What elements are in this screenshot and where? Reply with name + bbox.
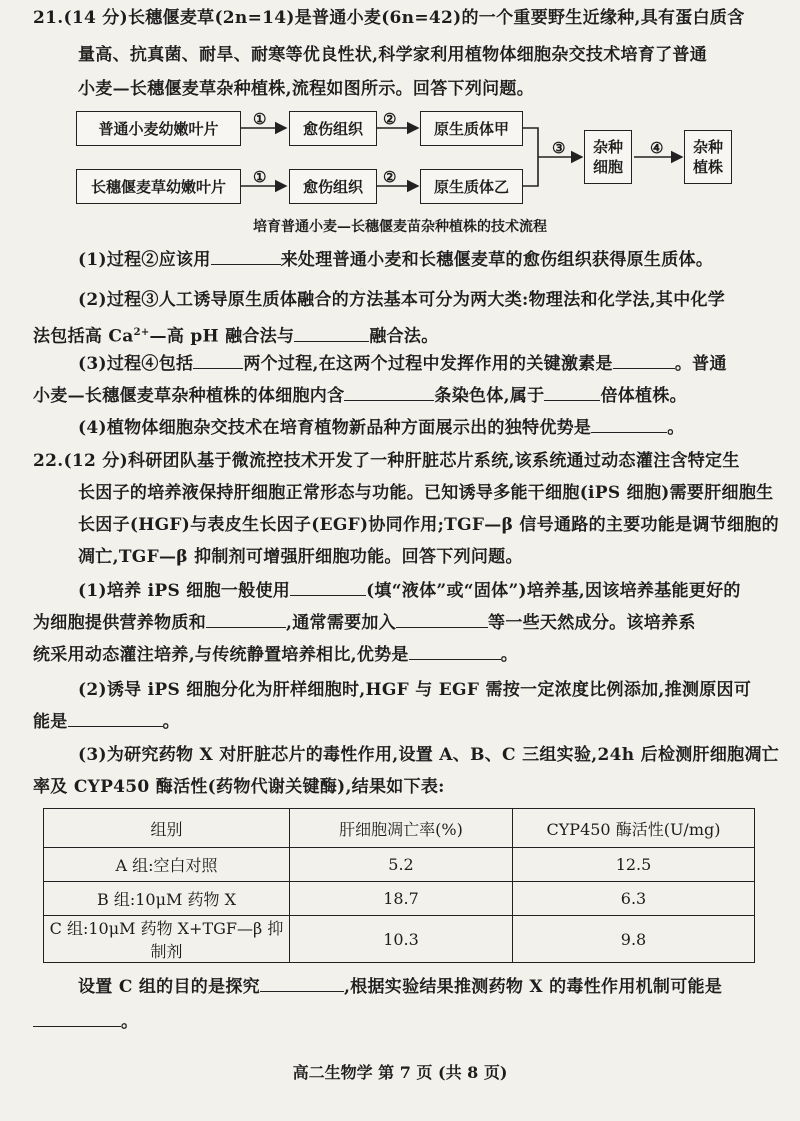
table-header-row xyxy=(44,809,755,848)
box-wheat-leaf: 普通小麦幼嫩叶片 xyxy=(76,111,241,146)
q21-line2: 量高、抗真菌、耐旱、耐寒等优良性状,科学家利用植物体细胞杂交技术培育了普通 xyxy=(78,45,708,65)
box-protoplast-b: 原生质体乙 xyxy=(420,169,523,204)
table-row xyxy=(44,848,755,882)
answer-blank[interactable] xyxy=(290,577,366,596)
step-2-top: ② xyxy=(383,110,397,128)
q22-line2: 长因子的培养液保持肝细胞正常形态与功能。已知诱导多能干细胞(iPS 细胞)需要肝细胞生 xyxy=(78,483,774,503)
q22-sub1-line1: (1)培养 iPS 细胞一般使用 (填“液体”或“固体”)培养基,因该培养基能更好的 xyxy=(78,577,741,606)
table-cell: 10.3 xyxy=(290,916,513,963)
table-header: CYP450 酶活性(U/mg) xyxy=(513,809,755,848)
q21-sub1: (1)过程②应该用 来处理普通小麦和长穗偃麦草的愈伤组织获得原生质体。 xyxy=(78,246,713,275)
step-1-top: ① xyxy=(253,110,267,128)
q22-sub3-line1: (3)为研究药物 X 对肝脏芯片的毒性作用,设置 A、B、C 三组实验,24h 后检测肝细胞凋亡 xyxy=(78,745,780,765)
table-cell: 18.7 xyxy=(290,882,513,916)
table-header: 肝细胞凋亡率(%) xyxy=(290,809,513,848)
answer-blank[interactable] xyxy=(68,708,163,727)
answer-blank[interactable] xyxy=(591,414,667,433)
q21-line3: 小麦—长穗偃麦草杂种植株,流程如图所示。回答下列问题。 xyxy=(78,79,535,99)
q22-sub3-answer-line: 。 xyxy=(33,1008,138,1037)
box-grass-leaf: 长穗偃麦草幼嫩叶片 xyxy=(76,169,241,204)
q22-sub3-line2: 率及 CYP450 酶活性(药物代谢关键酶),结果如下表: xyxy=(33,777,445,797)
answer-blank[interactable] xyxy=(211,246,281,265)
q21-sub2-line2: 法包括高 $Ca^{2+}—$高 pH 融合法与 融合法。 xyxy=(33,318,439,352)
table-row xyxy=(44,882,755,916)
q21-sub2-line1: (2)过程③人工诱导原生质体融合的方法基本可分为两大类:物理法和化学法,其中化学 xyxy=(78,290,726,310)
answer-blank[interactable] xyxy=(544,382,600,401)
q22-sub2-line2: 能是 。 xyxy=(33,708,180,737)
table-cell: 9.8 xyxy=(513,916,755,963)
box-hybrid-plant: 杂种植株 xyxy=(684,130,732,184)
box-protoplast-a: 原生质体甲 xyxy=(420,111,523,146)
answer-blank[interactable] xyxy=(613,350,675,369)
q22-sub2-line1: (2)诱导 iPS 细胞分化为肝样细胞时,HGF 与 EGF 需按一定浓度比例添加,推测原因可 xyxy=(78,680,752,700)
q22-line4: 凋亡,TGF—β 抑制剂可增强肝细胞功能。回答下列问题。 xyxy=(78,547,523,567)
answer-blank[interactable] xyxy=(294,323,369,342)
q21-sub3-line2: 小麦—长穗偃麦草杂种植株的体细胞内含 条染色体,属于 倍体植株。 xyxy=(33,382,687,411)
q21-sub4: (4)植物体细胞杂交技术在培育植物新品种方面展示出的独特优势是 。 xyxy=(78,414,685,443)
q22-line3: 长因子(HGF)与表皮生长因子(EGF)协同作用;TGF—β 信号通路的主要功能是调节细胞的 xyxy=(78,515,779,535)
answer-blank[interactable] xyxy=(193,350,243,369)
step-3: ③ xyxy=(552,139,566,157)
step-2-bottom: ② xyxy=(383,168,397,186)
diagram-caption: 培育普通小麦—长穗偃麦苗杂种植株的技术流程 xyxy=(253,219,547,235)
answer-blank[interactable] xyxy=(344,382,434,401)
step-4: ④ xyxy=(650,139,664,157)
box-callus-b: 愈伤组织 xyxy=(289,169,377,204)
table-row xyxy=(44,916,755,963)
q22-line1: 22.(12 分)科研团队基于微流控技术开发了一种肝脏芯片系统,该系统通过动态灌注含特定生 xyxy=(33,451,740,471)
table-cell: 5.2 xyxy=(290,848,513,882)
table-cell: 6.3 xyxy=(513,882,755,916)
answer-blank[interactable] xyxy=(33,1008,121,1027)
table-cell: A 组:空白对照 xyxy=(44,848,290,882)
step-1-bottom: ① xyxy=(253,168,267,186)
q22-sub1-line2: 为细胞提供营养物质和 ,通常需要加入 等一些天然成分。该培养系 xyxy=(33,609,696,638)
answer-blank[interactable] xyxy=(260,973,344,992)
answer-blank[interactable] xyxy=(396,609,488,628)
q21-line1: 21.(14 分)长穗偃麦草(2n=14)是普通小麦(6n=42)的一个重要野生近缘种,具有蛋白质含 xyxy=(33,8,745,28)
results-table xyxy=(43,808,755,963)
table-cell: B 组:10μM 药物 X xyxy=(44,882,290,916)
box-hybrid-cell: 杂种细胞 xyxy=(584,130,632,184)
q22-sub3-question: 设置 C 组的目的是探究 ,根据实验结果推测药物 X 的毒性作用机制可能是 xyxy=(78,973,722,1002)
q22-sub1-line3: 统采用动态灌注培养,与传统静置培养相比,优势是 。 xyxy=(33,641,518,670)
page-footer: 高二生物学 第 7 页 (共 8 页) xyxy=(292,1063,508,1082)
answer-blank[interactable] xyxy=(206,609,286,628)
box-callus-a: 愈伤组织 xyxy=(289,111,377,146)
table-cell: C 组:10μM 药物 X+TGF—β 抑制剂 xyxy=(44,916,290,963)
table-header: 组别 xyxy=(44,809,290,848)
answer-blank[interactable] xyxy=(409,641,501,660)
q21-sub3-line1: (3)过程④包括 两个过程,在这两个过程中发挥作用的关键激素是 。普通 xyxy=(78,350,727,379)
table-cell: 12.5 xyxy=(513,848,755,882)
